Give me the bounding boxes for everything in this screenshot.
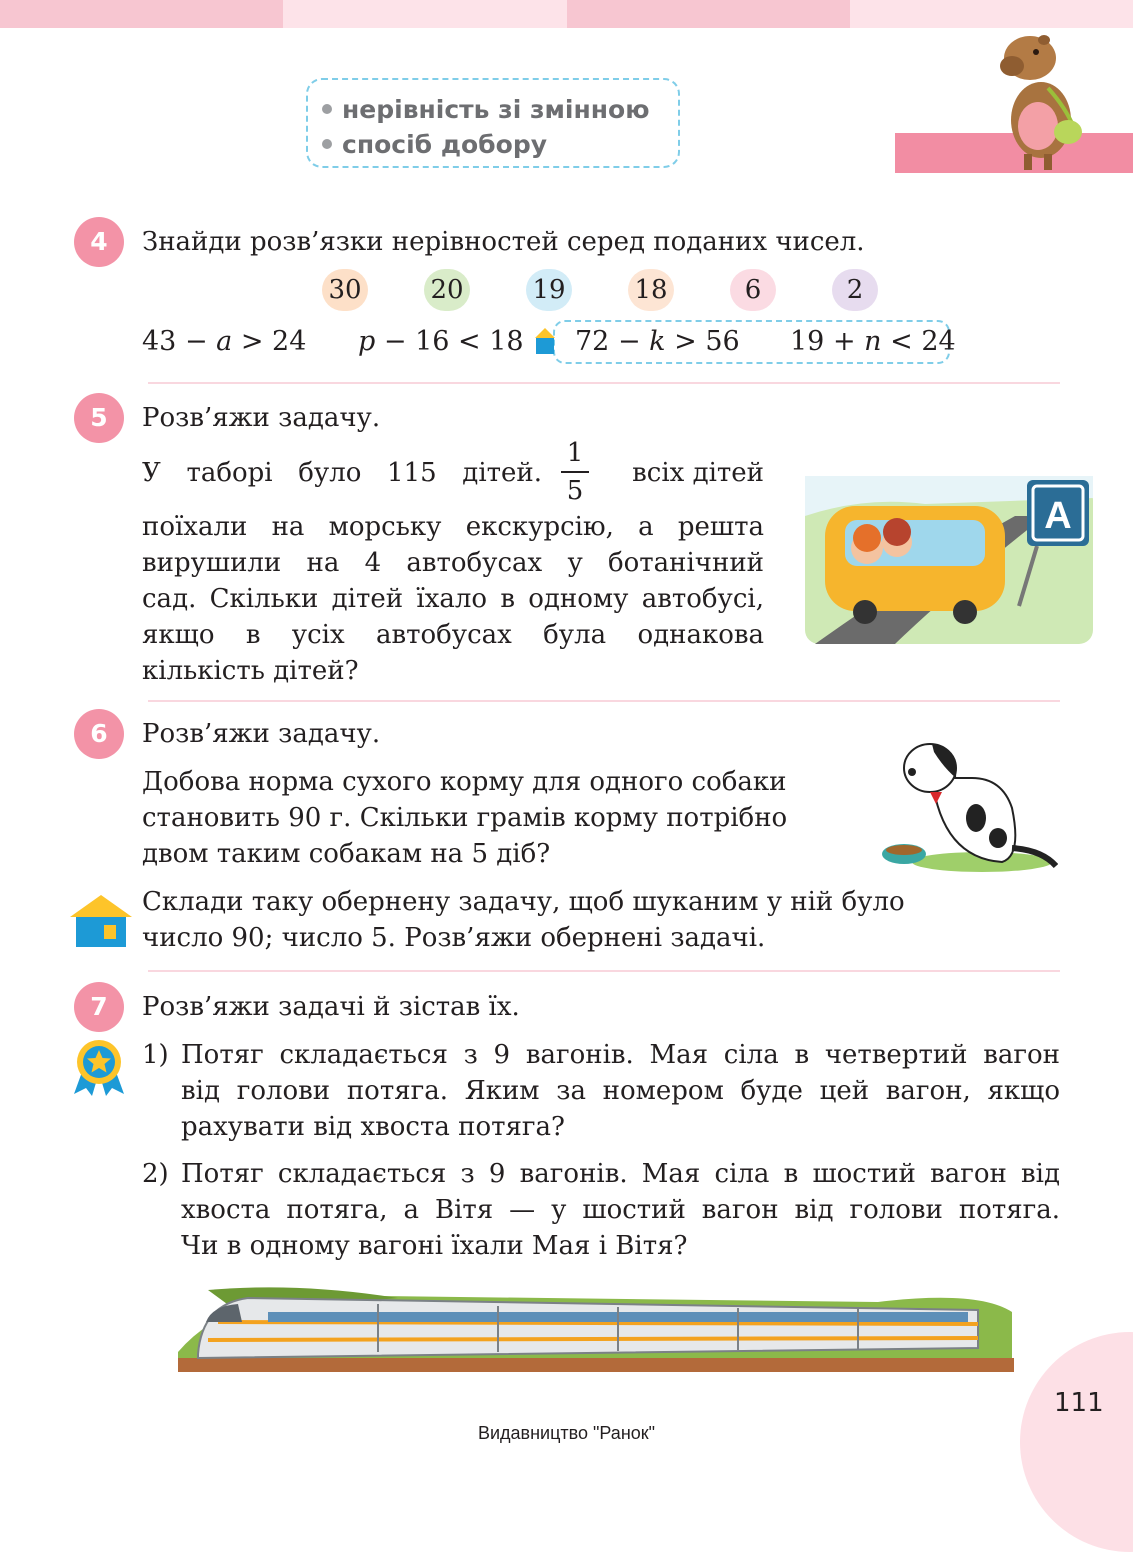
task-number-badge: 6 <box>74 709 124 759</box>
bus-illustration <box>805 476 1093 644</box>
number-chip <box>832 269 878 311</box>
inequality <box>575 324 740 360</box>
topic-item <box>322 94 678 129</box>
train-illustration <box>178 1282 1014 1376</box>
inequality <box>358 324 524 360</box>
expr-left: 72 − <box>575 326 650 357</box>
chip-value: 2 <box>846 275 864 305</box>
problem-line: Потяг складається з 9 вагонів. Мая сіла в шостий вагон від <box>181 1159 1060 1189</box>
top-bar-segment <box>567 0 850 28</box>
number-chip <box>424 269 470 311</box>
top-bar-segment <box>283 0 567 28</box>
expr-left: 19 + <box>790 326 865 357</box>
problem-line: Добова норма сухого корму для одного собаки <box>142 767 787 797</box>
topic-box <box>306 78 680 168</box>
number-chip <box>322 269 368 311</box>
top-bar-segment <box>850 0 1133 28</box>
capybara-mascot-icon <box>996 28 1086 172</box>
chip-value: 18 <box>634 275 668 305</box>
expr-right: > 56 <box>665 326 740 357</box>
variable: p <box>358 326 376 357</box>
problem-line: вирушили на 4 автобусах у ботанічний <box>142 548 764 578</box>
list-label: 1) <box>142 1040 169 1070</box>
problem-line: рахувати від хвоста потяга? <box>181 1112 565 1142</box>
problem-line: кількість дітей? <box>142 656 359 686</box>
problem-line: Чи в одному вагоні їхали Мая і Вітя? <box>181 1231 688 1261</box>
house-icon <box>70 893 132 949</box>
problem-line: У таборі було 115 дітей. <box>142 458 542 488</box>
section-divider <box>148 700 1060 702</box>
house-icon <box>533 326 557 356</box>
expr-right: − 16 < 18 <box>375 326 524 357</box>
section-divider <box>148 382 1060 384</box>
dog-illustration <box>872 738 1058 874</box>
topic-text: спосіб добору <box>342 130 548 159</box>
top-bar-segment <box>0 0 283 28</box>
chip-value: 20 <box>430 275 464 305</box>
task-number-badge: 4 <box>74 217 124 267</box>
task-instruction: Знайди розв’язки нерівностей серед поданих чисел. <box>142 227 865 257</box>
topic-text: нерівність зі змінною <box>342 95 650 124</box>
topic-item <box>322 129 678 164</box>
problem-line: Потяг складається з 9 вагонів. Мая сіла в четвертий вагон <box>181 1040 1060 1070</box>
variable: n <box>864 326 882 357</box>
expr-left: 43 − <box>142 326 217 357</box>
problem-line: всіх дітей <box>632 458 764 488</box>
inequality <box>790 324 956 360</box>
problem-line: від голови потяга. Яким за номером буде цей вагон, якщо <box>181 1076 1060 1106</box>
fraction-numerator: 1 <box>566 438 584 468</box>
task-instruction: Розв’яжи задачу. <box>142 719 381 749</box>
problem-line: поїхали на морську екскурсію, а решта <box>142 512 764 542</box>
inequality <box>142 324 306 360</box>
section-divider <box>148 970 1060 972</box>
chip-value: 30 <box>328 275 362 305</box>
fraction-denominator: 5 <box>566 476 584 506</box>
number-chip <box>730 269 776 311</box>
problem-line: число 90; число 5. Розв’яжи обернені задачі. <box>142 923 766 953</box>
top-decor-bar <box>0 0 1133 28</box>
list-label: 2) <box>142 1159 169 1189</box>
bullet-icon <box>322 139 332 149</box>
fraction <box>555 438 595 506</box>
sign-letter: A <box>1044 495 1072 537</box>
bullet-icon <box>322 104 332 114</box>
variable: a <box>216 326 233 357</box>
task-instruction: Розв’яжи задачі й зістав їх. <box>142 992 520 1022</box>
chip-value: 19 <box>532 275 566 305</box>
medal-star-icon <box>72 1038 126 1098</box>
page-number: 111 <box>1054 1388 1104 1418</box>
problem-line: сад. Скільки дітей їхало в одному автобусі, <box>142 584 764 614</box>
number-chip <box>526 269 572 311</box>
expr-right: < 24 <box>881 326 956 357</box>
problem-line: якщо в усіх автобусах була однакова <box>142 620 764 650</box>
number-chip <box>628 269 674 311</box>
problem-line: хвоста потяга, а Вітя — у шостий вагон від голови потяга. <box>181 1195 1060 1225</box>
problem-line: становить 90 г. Скільки грамів корму потрібно <box>142 803 788 833</box>
chip-value: 6 <box>744 275 762 305</box>
problem-line: Склади таку обернену задачу, щоб шуканим у ній було <box>142 887 905 917</box>
task-instruction: Розв’яжи задачу. <box>142 403 381 433</box>
problem-line: двом таким собакам на 5 діб? <box>142 839 551 869</box>
expr-right: > 24 <box>232 326 307 357</box>
task-number-badge: 7 <box>74 982 124 1032</box>
fraction-bar <box>561 471 589 473</box>
task-number-badge: 5 <box>74 393 124 443</box>
publisher-credit: Видавництво "Ранок" <box>477 1423 656 1443</box>
variable: k <box>649 326 666 357</box>
